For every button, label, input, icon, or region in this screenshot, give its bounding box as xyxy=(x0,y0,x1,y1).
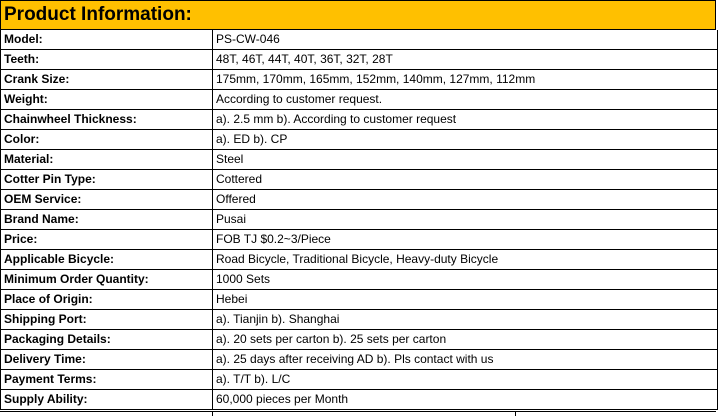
spec-value: Pusai xyxy=(213,210,718,230)
spec-row xyxy=(1,30,718,50)
spec-value: According to customer request. xyxy=(213,90,718,110)
spec-row xyxy=(1,350,718,370)
spec-value: PS-CW-046 xyxy=(213,30,718,50)
spec-row xyxy=(1,310,718,330)
spec-value: Steel xyxy=(213,150,718,170)
spec-row xyxy=(1,270,718,290)
spec-value: a). Tianjin b). Shanghai xyxy=(213,310,718,330)
spec-row xyxy=(1,290,718,310)
spec-label: Minimum Order Quantity: xyxy=(1,270,213,290)
spec-row xyxy=(1,90,718,110)
table-bottom-border xyxy=(0,411,716,412)
spec-label: Brand Name: xyxy=(1,210,213,230)
spec-value: FOB TJ $0.2~3/Piece xyxy=(213,230,718,250)
product-spec-table xyxy=(0,30,718,410)
spec-row xyxy=(1,370,718,390)
spec-label: Supply Ability: xyxy=(1,390,213,410)
spec-value: Road Bicycle, Traditional Bicycle, Heavy-duty Bicycle xyxy=(213,250,718,270)
spec-value: Offered xyxy=(213,190,718,210)
spec-row xyxy=(1,230,718,250)
spec-row xyxy=(1,110,718,130)
spec-value: a). 20 sets per carton b). 25 sets per carton xyxy=(213,330,718,350)
spec-label: Model: xyxy=(1,30,213,50)
spec-label: Delivery Time: xyxy=(1,350,213,370)
spec-label: Shipping Port: xyxy=(1,310,213,330)
spec-row xyxy=(1,150,718,170)
spec-label: Crank Size: xyxy=(1,70,213,90)
spec-label: Weight: xyxy=(1,90,213,110)
spec-row xyxy=(1,50,718,70)
product-spec-table-body xyxy=(1,30,718,410)
spec-value: Hebei xyxy=(213,290,718,310)
spec-value: a). ED b). CP xyxy=(213,130,718,150)
spec-value: 60,000 pieces per Month xyxy=(213,390,718,410)
spec-label: Packaging Details: xyxy=(1,330,213,350)
spec-row xyxy=(1,250,718,270)
spec-label: Cotter Pin Type: xyxy=(1,170,213,190)
spec-row xyxy=(1,330,718,350)
spec-label: Applicable Bicycle: xyxy=(1,250,213,270)
table-tail-edge xyxy=(0,411,716,416)
spec-label: Teeth: xyxy=(1,50,213,70)
spec-label: Price: xyxy=(1,230,213,250)
spec-value: 1000 Sets xyxy=(213,270,718,290)
spec-label: OEM Service: xyxy=(1,190,213,210)
spec-label: Place of Origin: xyxy=(1,290,213,310)
spec-row xyxy=(1,170,718,190)
spec-row xyxy=(1,210,718,230)
spec-row xyxy=(1,390,718,410)
spec-value: a). 2.5 mm b). According to customer request xyxy=(213,110,718,130)
spec-label: Payment Terms: xyxy=(1,370,213,390)
spec-row xyxy=(1,70,718,90)
spec-value: 48T, 46T, 44T, 40T, 36T, 32T, 28T xyxy=(213,50,718,70)
spec-label: Color: xyxy=(1,130,213,150)
spec-label: Material: xyxy=(1,150,213,170)
spec-row xyxy=(1,130,718,150)
spec-row xyxy=(1,190,718,210)
table-column-stub xyxy=(212,411,213,416)
spec-value: 175mm, 170mm, 165mm, 152mm, 140mm, 127mm, 112mm xyxy=(213,70,718,90)
table-column-stub xyxy=(515,411,516,416)
spec-value: Cottered xyxy=(213,170,718,190)
spec-value: a). 25 days after receiving AD b). Pls contact with us xyxy=(213,350,718,370)
spec-label: Chainwheel Thickness: xyxy=(1,110,213,130)
spec-value: a). T/T b). L/C xyxy=(213,370,718,390)
product-info-header: Product Information: xyxy=(0,0,716,30)
